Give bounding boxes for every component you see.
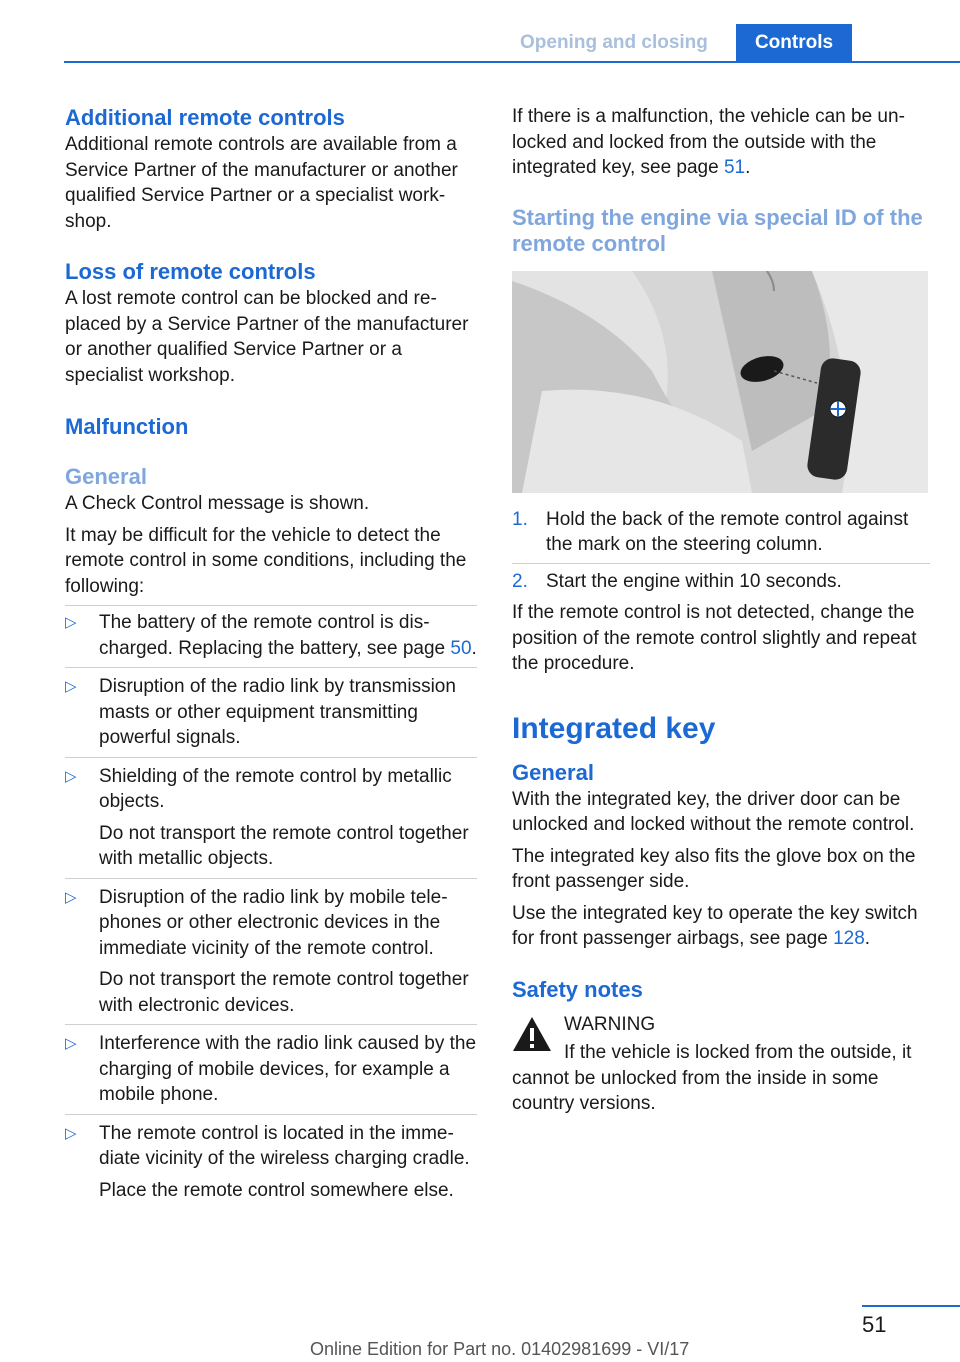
heading-malfunction: Malfunction	[65, 414, 189, 439]
general-p1: A Check Control message is shown.	[65, 493, 370, 514]
triangle-bullet-icon: ▷	[65, 614, 77, 631]
general-p2: It may be difficult for the vehicle to detect the remote control in some conditions, including the following:	[65, 524, 467, 597]
list-item	[65, 879, 477, 1025]
list-item	[65, 606, 477, 667]
heading-safety-notes: Safety notes	[512, 976, 643, 1002]
list-item	[65, 758, 477, 878]
right-column	[512, 100, 930, 1117]
bullet-note: Do not transport the remote control together with electronic devices.	[99, 969, 469, 1016]
heading-general: General	[65, 464, 147, 489]
heading-general-integrated: General	[512, 759, 594, 785]
page-link-50[interactable]: 50	[450, 637, 472, 659]
list-item	[65, 1115, 477, 1210]
step-text: Hold the back of the remote control against the mark on the steering column.	[546, 508, 909, 555]
warning-block	[512, 1012, 930, 1117]
steering-column-illustration	[512, 271, 928, 493]
heading-additional-remote-controls: Additional remote controls	[65, 105, 345, 130]
warning-text-rest: cannot be unlocked from the inside in some country versions.	[512, 1067, 879, 1114]
bullet-text: Interference with the radio link caused by the charging of mobile devices, for example a mobile phone.	[99, 1033, 477, 1105]
footer-rule	[862, 1305, 960, 1307]
integrated-key-p3	[512, 901, 930, 952]
bullet-text: The remote control is located in the immediate vicinity of the wireless charging cradle.	[99, 1122, 470, 1169]
malfunction-sentence: If there is a malfunction, the vehicle can be unlocked and locked from the outside with the integrated key, see page	[512, 106, 905, 178]
bullet-list	[65, 605, 477, 1209]
integrated-key-p1: With the integrated key, the driver door can be unlocked and locked without the remote control.	[512, 788, 915, 835]
tab-controls[interactable]: Controls	[736, 24, 852, 62]
malfunction-text	[512, 104, 930, 181]
header-rule	[64, 61, 960, 63]
bullet-text: Shielding of the remote control by metallic objects.	[99, 765, 452, 812]
not-detected-text: If the remote control is not detected, change the position of the remote control slightly and repeat the procedure.	[512, 602, 917, 674]
step-number: 2.	[512, 570, 528, 592]
tab-opening-and-closing[interactable]: Opening and closing	[520, 32, 708, 53]
bullet-after: .	[471, 637, 477, 659]
warning-triangle-icon	[512, 1016, 552, 1052]
edition-text: Online Edition for Part no. 01402981699 - VI/17	[310, 1339, 690, 1359]
page-link-128[interactable]: 128	[833, 928, 865, 949]
bullet-note: Do not transport the remote control together with metallic objects.	[99, 822, 469, 869]
heading-integrated-key: Integrated key	[512, 711, 716, 745]
steps-list	[512, 507, 930, 595]
bullet-text: The battery of the remote control is discharged. Replacing the battery, see page	[99, 612, 451, 659]
triangle-bullet-icon: ▷	[65, 767, 77, 785]
page-number: 51	[862, 1312, 887, 1337]
warning-text-line1: If the vehicle is locked from the outside, it	[564, 1042, 912, 1063]
step-number: 1.	[512, 508, 528, 530]
step-divider	[512, 563, 930, 564]
list-item	[512, 507, 930, 558]
malfunction-after: .	[745, 157, 751, 178]
heading-starting-engine: Starting the engine via special ID of the remote control	[512, 204, 923, 256]
bullet-note: Place the remote control somewhere else.	[99, 1179, 454, 1201]
ik-p3-sentence: Use the integrated key to operate the key switch for front passenger airbags, see page	[512, 902, 918, 949]
list-item	[512, 569, 930, 595]
left-column	[65, 100, 477, 1209]
triangle-bullet-icon: ▷	[65, 1124, 77, 1142]
loss-text: A lost remote control can be blocked and replaced by a Service Partner of the manufacturer or another qualified Service Partner or a specialist workshop.	[65, 288, 469, 386]
ik-p3-after: .	[864, 928, 871, 949]
bullet-text: Disruption of the radio link by mobile telephones or other electronic devices in the immediate vicinity of the remote control.	[99, 886, 448, 959]
step-text: Start the engine within 10 seconds.	[546, 570, 842, 592]
triangle-bullet-icon: ▷	[65, 678, 77, 695]
page-link-51[interactable]: 51	[723, 157, 746, 178]
header-nav	[0, 0, 960, 62]
list-item	[65, 1025, 477, 1114]
steering-column-drawing	[512, 271, 928, 493]
bullet-text: Disruption of the radio link by transmission masts or other equipment transmitting powerful signals.	[99, 676, 456, 748]
integrated-key-p2: The integrated key also fits the glove box on the front passenger side.	[512, 845, 916, 892]
heading-loss-of-remote-controls: Loss of remote controls	[65, 259, 316, 284]
additional-text: Additional remote controls are available from a Service Partner of the manufacturer or another qualified Service Partner or a specialist workshop.	[65, 134, 458, 232]
list-item	[65, 668, 477, 757]
warning-label: WARNING	[564, 1013, 656, 1035]
triangle-bullet-icon: ▷	[65, 1035, 77, 1052]
triangle-bullet-icon: ▷	[65, 888, 77, 906]
